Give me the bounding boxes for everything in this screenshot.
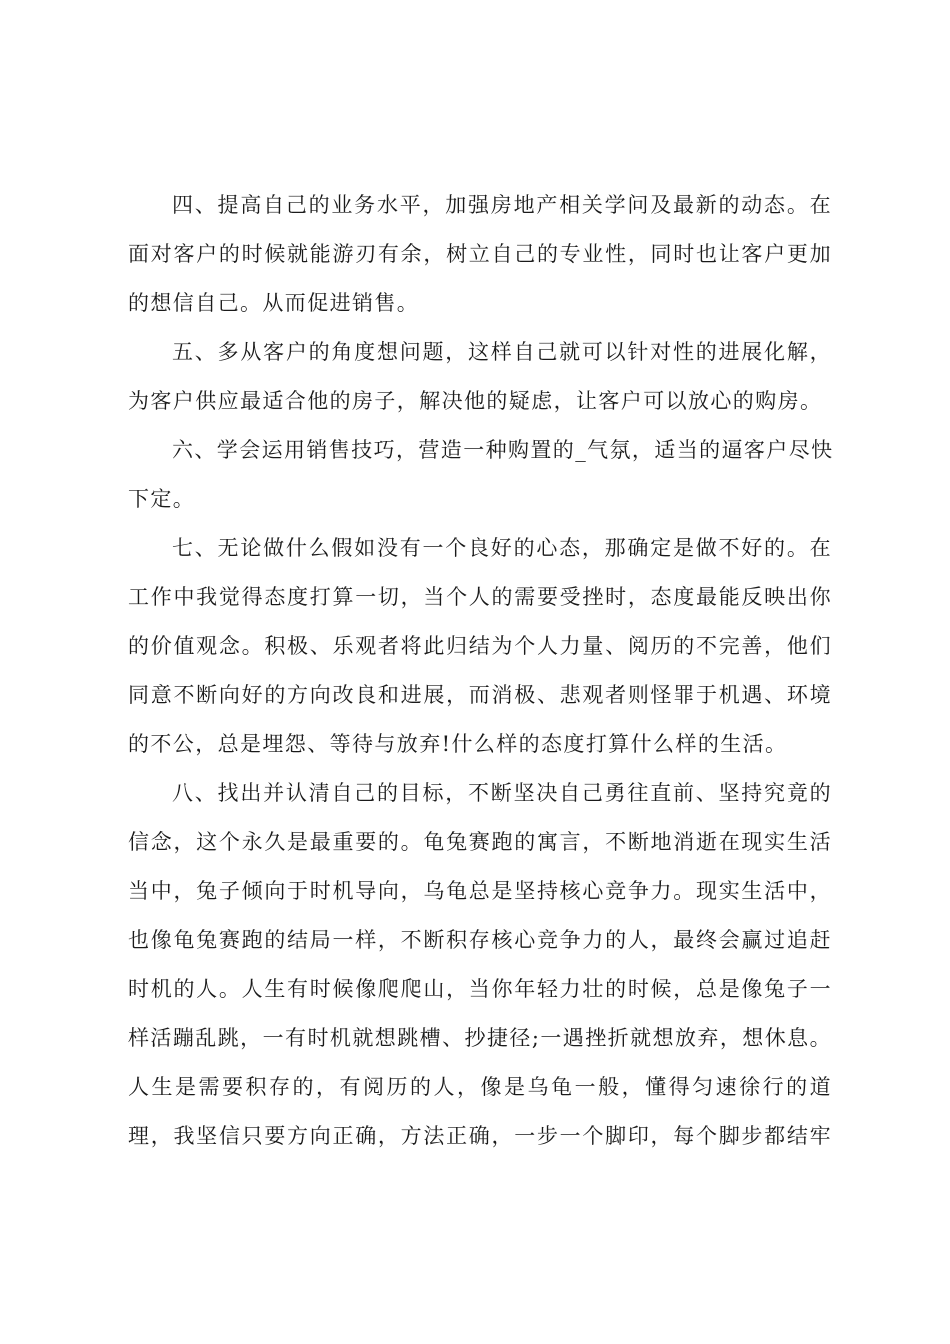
text-line: 理，我坚信只要方向正确，方法正确，一步一个脚印，每个脚步都结牢	[128, 1124, 832, 1148]
text-line: 的想信自己。从而促进销售。	[128, 291, 420, 315]
text-line: 面对客户的时候就能游刃有余，树立自己的专业性，同时也让客户更加	[128, 242, 832, 266]
text-line: 四、提高自己的业务水平，加强房地产相关学问及最新的动态。在	[172, 193, 832, 217]
paragraph-6	[128, 426, 832, 524]
text-line: 为客户供应最适合他的房子，解决他的疑虑，让客户可以放心的购房。	[128, 389, 823, 413]
paragraph-5	[128, 328, 832, 426]
text-line: 样活蹦乱跳，一有时机就想跳槽、抄捷径;一遇挫折就想放弃，想休息。	[128, 1026, 832, 1050]
text-line: 的价值观念。积极、乐观者将此归结为个人力量、阅历的不完善，他们	[128, 634, 832, 658]
text-line: 时机的人。人生有时候像爬爬山，当你年轻力壮的时候，总是像兔子一	[128, 977, 832, 1001]
text-line: 也像龟兔赛跑的结局一样，不断积存核心竞争力的人，最终会赢过追赶	[128, 928, 832, 952]
document-body	[128, 181, 832, 1161]
text-line: 七、无论做什么假如没有一个良好的心态，那确定是做不好的。在	[172, 536, 832, 560]
paragraph-7	[128, 524, 832, 769]
text-line: 信念，这个永久是最重要的。龟兔赛跑的寓言，不断地消逝在现实生活	[128, 830, 832, 854]
paragraph-4	[128, 181, 832, 328]
text-line: 人生是需要积存的，有阅历的人，像是乌龟一般，懂得匀速徐行的道	[128, 1075, 832, 1099]
text-line: 的不公，总是埋怨、等待与放弃!什么样的态度打算什么样的生活。	[128, 732, 788, 756]
text-line: 下定。	[128, 487, 196, 511]
text-line: 工作中我觉得态度打算一切，当个人的需要受挫时，态度最能反映出你	[128, 585, 832, 609]
text-line: 同意不断向好的方向改良和进展，而消极、悲观者则怪罪于机遇、环境	[128, 683, 832, 707]
text-line: 八、找出并认清自己的目标，不断坚决自己勇往直前、坚持究竟的	[172, 781, 832, 805]
text-line: 六、学会运用销售技巧，营造一种购置的_气氛，适当的逼客户尽快	[172, 438, 834, 462]
paragraph-8	[128, 769, 832, 1161]
text-line: 五、多从客户的角度想问题，这样自己就可以针对性的进展化解，	[172, 340, 832, 364]
text-line: 当中，兔子倾向于时机导向，乌龟总是坚持核心竞争力。现实生活中，	[128, 879, 832, 903]
